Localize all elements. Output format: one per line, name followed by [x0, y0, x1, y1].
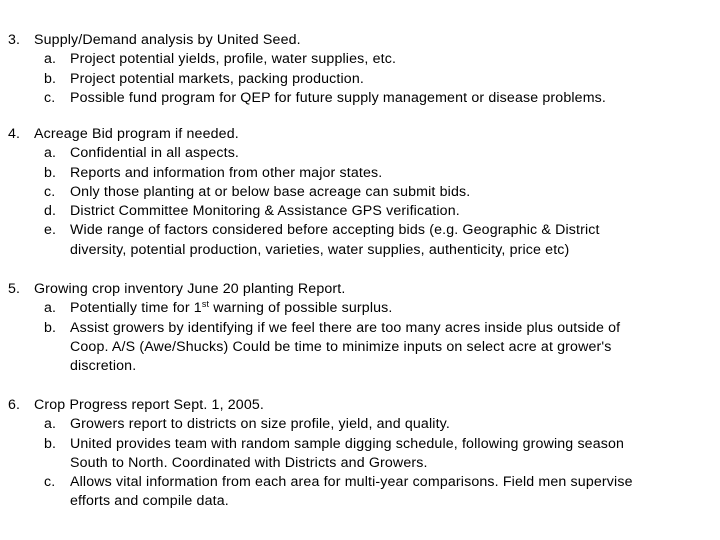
section-6 [0, 396, 712, 512]
section-number: 4. [8, 126, 21, 142]
list-item-label: a. [44, 416, 57, 433]
section-title: Crop Progress report Sept. 1, 2005. [34, 397, 265, 413]
list-item-label: c. [44, 89, 56, 106]
list-item [0, 70, 712, 89]
list-item-label: a. [44, 300, 57, 317]
list-item [0, 50, 712, 69]
list-item-text: United provides team with random sample digging schedule, following growing season South to North. Coordinated with Districts and Growers. [70, 435, 625, 471]
list-item [0, 435, 712, 474]
list-item-label: d. [44, 203, 57, 220]
list-item-text: Reports and information from other major states. [70, 164, 383, 181]
list-item-label: b. [44, 70, 57, 87]
list-item-label: c. [44, 183, 56, 200]
section-number: 3. [8, 32, 21, 48]
list-item-text: Wide range of factors considered before accepting bids (e.g. Geographic & District diversity, potential production, varieties, water supplies, authenticity, price etc) [70, 222, 600, 258]
list-item [0, 144, 712, 163]
section-number: 6. [8, 397, 21, 413]
section-5 [0, 280, 712, 376]
list-item-text: Only those planting at or below base acreage can submit bids. [70, 183, 471, 200]
section-heading [0, 31, 712, 50]
list-item [0, 221, 712, 260]
list-item-label: b. [44, 319, 57, 336]
list-item [0, 319, 712, 377]
list-item-label: a. [44, 145, 57, 162]
list-item-text: Assist growers by identifying if we feel there are too many acres inside plus outside of Coop. A/S (Awe/Shucks) Could be time to minimize inputs on select acre at grower's discretion. [70, 319, 621, 375]
list-item [0, 164, 712, 183]
list-item-label: c. [44, 474, 56, 491]
list-item [0, 89, 712, 108]
section-heading [0, 280, 712, 299]
list-item [0, 183, 712, 202]
list-item-text: Project potential yields, profile, water supplies, etc. [70, 51, 397, 68]
section-heading [0, 396, 712, 415]
section-3 [0, 31, 712, 108]
section-heading [0, 125, 712, 144]
section-title: Supply/Demand analysis by United Seed. [34, 32, 301, 48]
list-item-text: Possible fund program for QEP for future supply management or disease problems. [70, 89, 607, 106]
list-item-text: Allows vital information from each area for multi-year comparisons. Field men supervise efforts and compile data. [70, 474, 633, 510]
list-item [0, 202, 712, 221]
section-title: Growing crop inventory June 20 planting Report. [34, 281, 346, 297]
section-title: Acreage Bid program if needed. [34, 126, 239, 142]
list-item [0, 473, 712, 512]
section-4 [0, 125, 712, 260]
list-item-text: Confidential in all aspects. [70, 145, 240, 162]
section-number: 5. [8, 281, 21, 297]
list-item [0, 415, 712, 434]
list-item-text: Growers report to districts on size profile, yield, and quality. [70, 416, 450, 433]
list-item-label: e. [44, 222, 57, 239]
superscript: st [201, 299, 210, 310]
list-item-text: Project potential markets, packing production. [70, 70, 364, 87]
list-item-label: b. [44, 164, 57, 181]
list-item-label: b. [44, 435, 57, 452]
list-item-text: Potentially time for 1st warning of possible surplus. [70, 299, 393, 317]
list-item [0, 299, 712, 318]
list-item-text: District Committee Monitoring & Assistance GPS verification. [70, 203, 460, 220]
list-item-label: a. [44, 51, 57, 68]
